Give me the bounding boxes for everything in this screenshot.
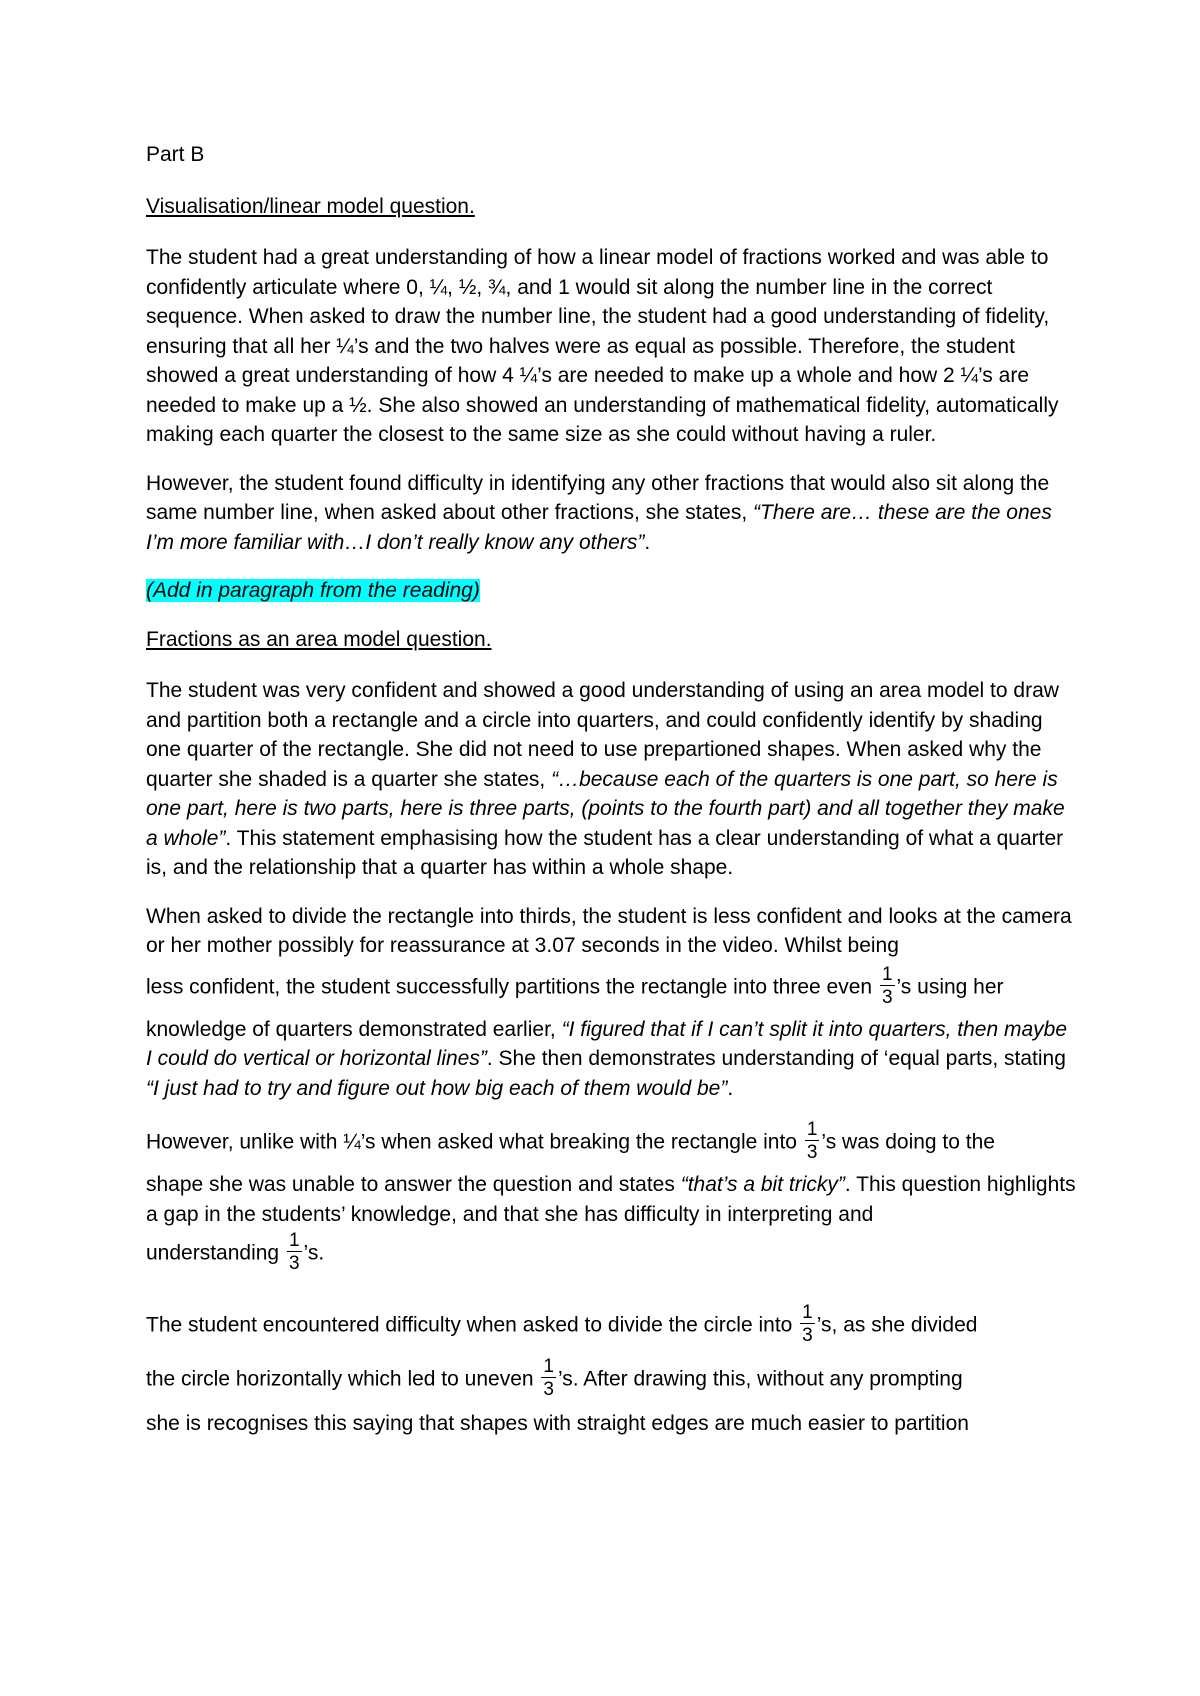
text: the circle horizontally which led to uneven	[146, 1367, 540, 1391]
fraction-one-third	[805, 1120, 820, 1162]
paragraph-area-3	[146, 1119, 1076, 1275]
text: The student encountered difficulty when asked to divide the circle into	[146, 1313, 799, 1337]
fraction-one-third	[800, 1303, 815, 1345]
quote: “…because each of the quarters is one part, so here is one part, here is two parts, here is three parts, (points to the fourth part) and all together they make a whole”	[146, 767, 1065, 850]
highlight-note-paragraph	[146, 576, 1076, 606]
text: .	[644, 530, 651, 554]
fraction-numerator: 1	[288, 1230, 300, 1251]
text: However, the student found difficulty in identifying any other fractions that would also sit along the same number line, when asked about other fractions, she states,	[146, 471, 1050, 524]
text: When asked to divide the rectangle into thirds, the student is less confident and looks at the camera or her mother possibly for reassurance at 3.07 seconds in the video. Whilst being	[146, 904, 1072, 957]
text: . She then demonstrates understanding of ‘equal parts, stating	[486, 1047, 1066, 1070]
quote: “I figured that if I can’t split it into quarters, then maybe I could do vertical or horizontal lines”	[146, 1017, 1067, 1070]
fraction-denominator: 3	[806, 1142, 818, 1163]
quote: “I just had to try and figure out how big each of them would be”	[146, 1076, 728, 1100]
fraction-denominator: 3	[288, 1253, 300, 1274]
text: The student was very confident and showed a good understanding of using an area model to draw and partition both a rectangle and a circle into quarters, and could confidently identify by shading one quarter of the rectangle. She did not need to use prepartioned shapes. When asked why the quarter she shaded is a quarter she states,	[146, 679, 1059, 791]
fraction-numerator: 1	[806, 1119, 818, 1140]
text: she is recognises this saying that shapes with straight edges are much easier to partition	[146, 1412, 969, 1435]
text: knowledge of quarters demonstrated earlier,	[146, 1017, 562, 1041]
document-body	[146, 140, 1076, 1458]
text: shape she was unable to answer the question and states	[146, 1173, 681, 1196]
section-title-linear-model: Visualisation/linear model question.	[146, 194, 475, 218]
text: . This question highlights a gap in the students’ knowledge, and that she has difficulty in interpreting and	[146, 1173, 1076, 1226]
quote: “that’s a bit tricky”	[680, 1173, 845, 1196]
text: .	[727, 1076, 734, 1100]
fraction-denominator: 3	[881, 986, 893, 1008]
fraction-one-third	[287, 1231, 302, 1273]
paragraph-area-1	[146, 676, 1076, 883]
text: . This statement emphasising how the student has a clear understanding of what a quarter is, and the relationship that a quarter has within a whole shape.	[146, 826, 1064, 879]
section-title-area-model: Fractions as an area model question.	[146, 627, 492, 651]
fraction-numerator: 1	[802, 1302, 813, 1323]
text: However, unlike with ¼’s when asked what breaking the rectangle into	[146, 1130, 803, 1154]
text: ’s using her	[896, 975, 1004, 999]
paragraph-linear-2	[146, 469, 1076, 558]
text: ’s. After drawing this, without any prompting	[557, 1367, 963, 1391]
text: ’s was doing to the	[821, 1130, 995, 1154]
text: understanding	[146, 1241, 285, 1265]
page-heading: Part B	[146, 143, 205, 166]
fraction-numerator: 1	[881, 963, 893, 985]
fraction-denominator: 3	[802, 1325, 813, 1346]
fraction-one-third	[880, 965, 895, 1007]
quote: “There are… these are the ones I’m more familiar with…I don’t really know any others”	[146, 501, 1052, 554]
fraction-numerator: 1	[543, 1356, 554, 1377]
text: ’s.	[303, 1241, 325, 1265]
paragraph-area-4	[146, 1302, 1076, 1439]
highlight-note: (Add in paragraph from the reading)	[146, 579, 480, 602]
fraction-one-third	[541, 1357, 556, 1399]
text: less confident, the student successfully partitions the rectangle into three even	[146, 975, 878, 999]
text: ’s, as she divided	[816, 1313, 978, 1337]
paragraph-area-2	[146, 902, 1076, 1104]
paragraph-linear-1: The student had a great understanding of how a linear model of fractions worked and was able to confidently articulate where 0, ¼, ½, ¾, and 1 would sit along the number line in the correct sequence. When asked to draw the number line, the student had a good understanding of fidelity, ensuring that all her ¼’s and the two halves were as equal as possible. Therefore, the student showed a great understanding of how 4 ¼’s are needed to make up a whole and how 2 ¼’s are needed to make up a ½. She also showed an understanding of mathematical fidelity, automatically making each quarter the closest to the same size as she could without having a ruler.	[146, 246, 1059, 446]
fraction-denominator: 3	[543, 1379, 554, 1400]
